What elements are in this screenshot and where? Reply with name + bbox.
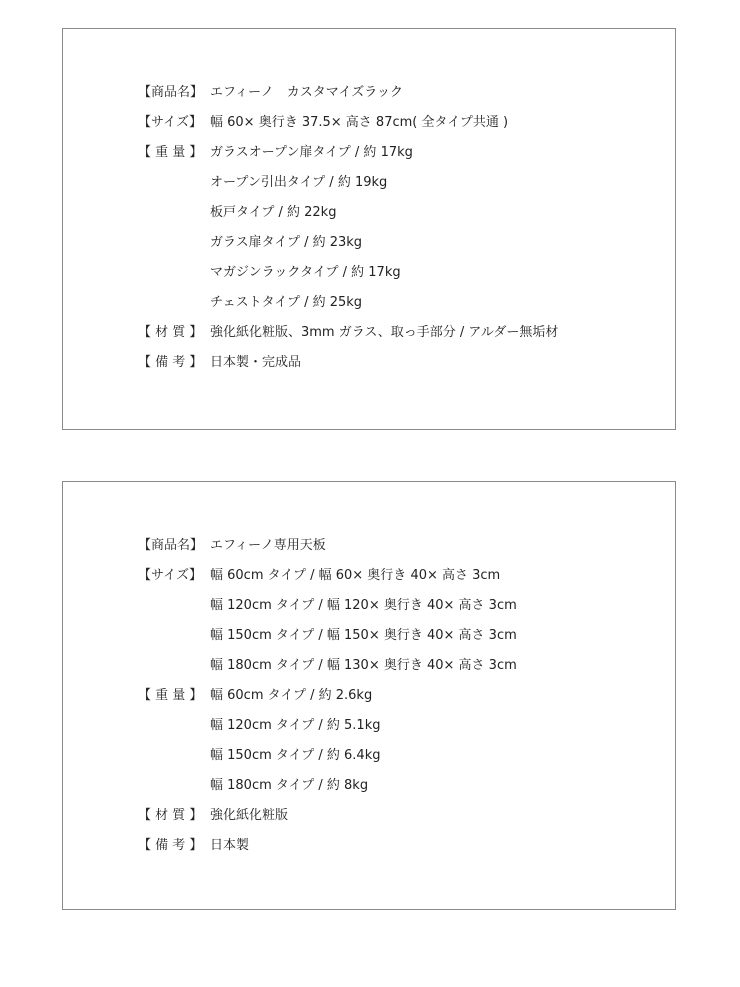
spec-value: 日本製・完成品: [210, 355, 302, 370]
spec-value: 幅 180cm タイプ / 約 8kg: [210, 778, 369, 793]
spec-value: 幅 180cm タイプ / 幅 130× 奥行き 40× 高さ 3cm: [210, 658, 517, 673]
spec-value: 幅 120cm タイプ / 約 5.1kg: [210, 718, 381, 733]
product-spec-box-rack: [62, 28, 676, 430]
spec-value: 強化紙化粧版: [210, 808, 289, 823]
spec-value: チェストタイプ / 約 25kg: [210, 295, 363, 310]
spec-label: 【商品名】: [138, 538, 204, 553]
spec-label: 【 材 質 】: [138, 325, 203, 340]
spec-value: 幅 150cm タイプ / 幅 150× 奥行き 40× 高さ 3cm: [210, 628, 517, 643]
spec-label: 【サイズ】: [138, 115, 202, 130]
spec-label: 【 材 質 】: [138, 808, 203, 823]
spec-label: 【商品名】: [138, 85, 204, 100]
spec-value: マガジンラックタイプ / 約 17kg: [210, 265, 401, 280]
spec-value: 幅 150cm タイプ / 約 6.4kg: [210, 748, 381, 763]
spec-label: 【 備 考 】: [138, 355, 203, 370]
spec-value: ガラス扉タイプ / 約 23kg: [210, 235, 363, 250]
product-spec-box-top-board: [62, 481, 676, 910]
spec-value: 強化紙化粧版、3mm ガラス、取っ手部分 / アルダー無垢材: [210, 325, 559, 340]
spec-value: 幅 60× 奥行き 37.5× 高さ 87cm( 全タイプ共通 ): [210, 115, 509, 130]
spec-label: 【 重 量 】: [138, 688, 203, 703]
spec-label: 【 備 考 】: [138, 838, 203, 853]
spec-value: 幅 120cm タイプ / 幅 120× 奥行き 40× 高さ 3cm: [210, 598, 517, 613]
spec-value: 板戸タイプ / 約 22kg: [210, 205, 337, 220]
spec-label: 【 重 量 】: [138, 145, 203, 160]
spec-value: 日本製: [210, 838, 250, 853]
spec-value: エフィーノ カスタマイズラック: [210, 85, 404, 100]
spec-value: ガラスオープン扉タイプ / 約 17kg: [210, 145, 413, 160]
spec-value: 幅 60cm タイプ / 約 2.6kg: [210, 688, 373, 703]
spec-label: 【サイズ】: [138, 568, 202, 583]
spec-value: エフィーノ専用天板: [210, 538, 326, 553]
spec-value: オープン引出タイプ / 約 19kg: [210, 175, 388, 190]
spec-value: 幅 60cm タイプ / 幅 60× 奥行き 40× 高さ 3cm: [210, 568, 501, 583]
